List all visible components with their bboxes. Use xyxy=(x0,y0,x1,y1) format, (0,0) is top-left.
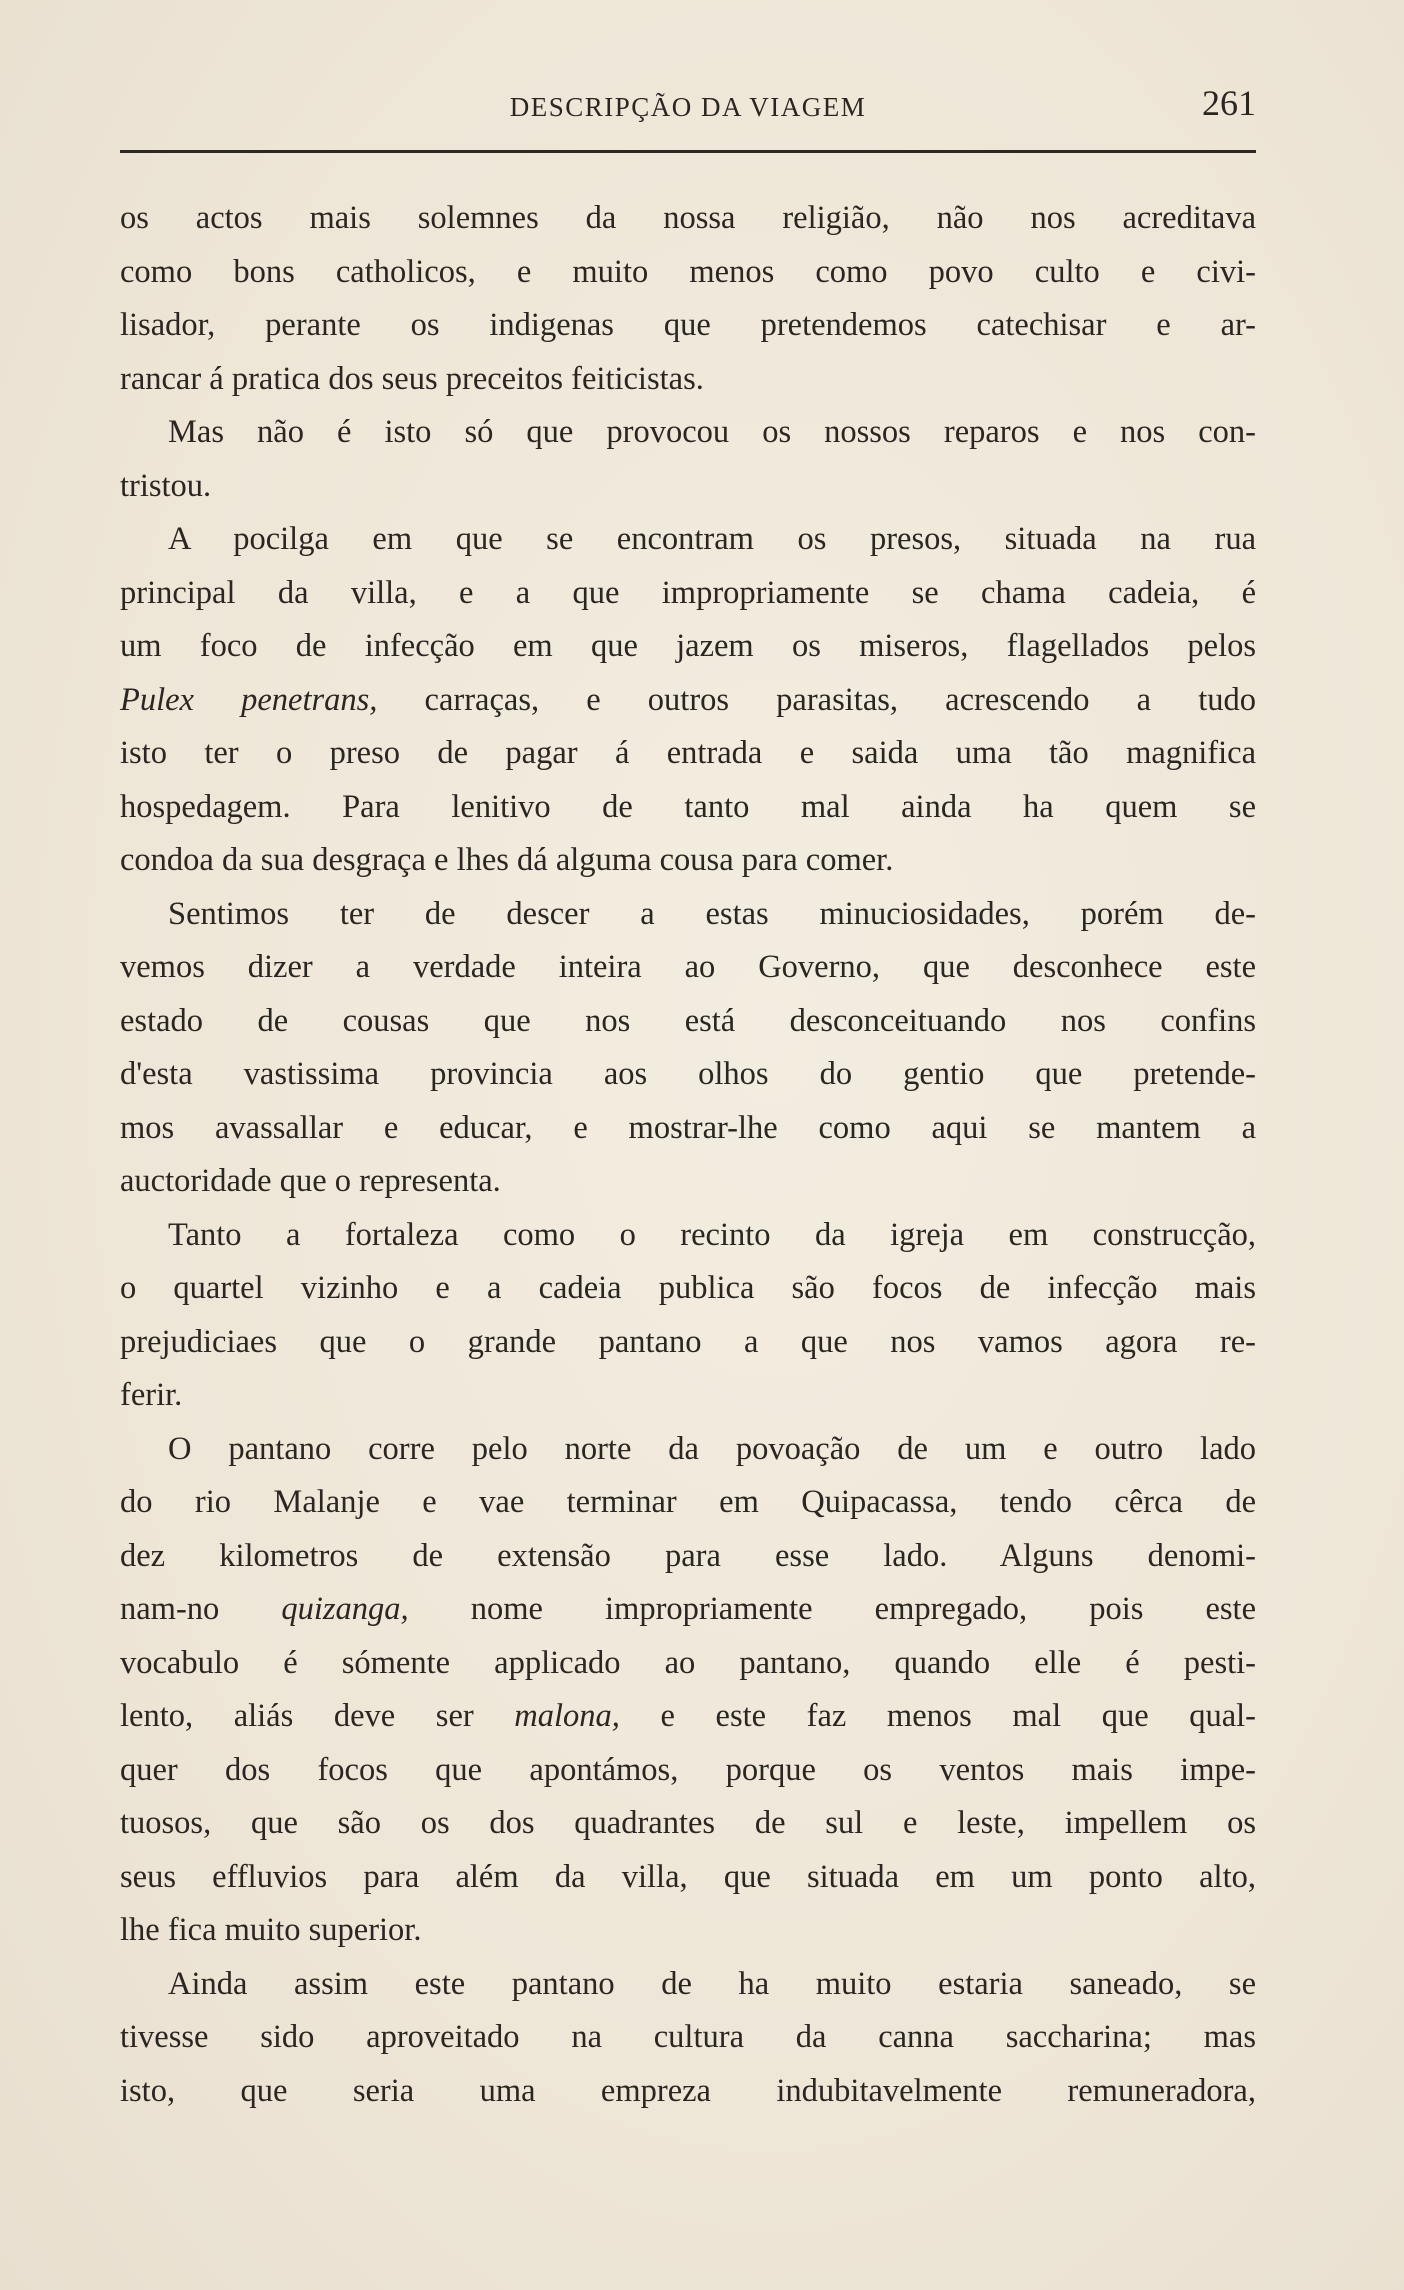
text-segment: vemos dizer a verdade inteira ao Governo, que desconhece este xyxy=(120,949,1256,985)
text-line xyxy=(120,1744,1256,1798)
text-line xyxy=(120,567,1256,621)
text-segment: principal da villa, e a que impropriamente se chama cadeia, é xyxy=(120,574,1256,611)
text-segment: quer dos focos que apontámos, porque os ventos mais impe- xyxy=(120,1751,1256,1788)
header-rule xyxy=(120,150,1256,153)
text-line xyxy=(120,1637,1256,1691)
text-segment: auctoridade que o representa. xyxy=(120,1163,501,1199)
text-segment: tristou. xyxy=(120,467,212,504)
text-segment: vocabulo é sómente applicado ao pantano, quando elle é pesti- xyxy=(120,1644,1256,1681)
text-segment: como bons catholicos, e muito menos como povo culto e civi- xyxy=(120,253,1256,290)
text-segment: tivesse sido aproveitado na cultura da canna saccharina; mas xyxy=(120,2019,1256,2055)
text-segment: Mas não é isto só que provocou os nossos reparos e nos con- xyxy=(168,414,1256,450)
text-segment: dez kilometros de extensão para esse lado. Alguns denomi- xyxy=(120,1537,1256,1574)
text-segment: lisador, perante os indigenas que pretendemos catechisar e ar- xyxy=(120,307,1256,343)
text-line xyxy=(120,2011,1256,2065)
text-line xyxy=(120,888,1256,942)
text-line xyxy=(120,192,1256,246)
text-line xyxy=(120,1262,1256,1316)
text-segment: condoa da sua desgraça e lhes dá alguma cousa para comer. xyxy=(120,842,894,878)
italic-term: quizanga, xyxy=(281,1591,409,1627)
text-line xyxy=(120,460,1256,514)
text-line xyxy=(120,246,1256,300)
text-segment: prejudiciaes que o grande pantano a que nos vamos agora re- xyxy=(120,1323,1256,1360)
text-line xyxy=(120,1369,1256,1423)
text-line xyxy=(120,513,1256,567)
text-segment: carraças, e outros parasitas, acrescendo a tudo xyxy=(377,681,1256,718)
text-segment: A pocilga em que se encontram os presos, situada na rua xyxy=(168,521,1256,557)
text-line xyxy=(120,2065,1256,2119)
text-line xyxy=(120,1423,1256,1477)
text-segment: Ainda assim este pantano de ha muito estaria saneado, se xyxy=(168,1965,1256,2002)
text-segment: isto ter o preso de pagar á entrada e saida uma tão magnifica xyxy=(120,735,1256,771)
text-line xyxy=(120,781,1256,835)
body-text xyxy=(120,192,1256,2118)
italic-term: Pulex penetrans, xyxy=(120,681,378,718)
text-segment: isto, que seria uma empreza indubitavelmente remuneradora, xyxy=(120,2072,1256,2109)
text-line xyxy=(120,1530,1256,1584)
page-number: 261 xyxy=(1202,83,1256,123)
text-line xyxy=(120,299,1256,353)
text-line xyxy=(120,1958,1256,2012)
text-segment: rancar á pratica dos seus preceitos feiticistas. xyxy=(120,360,704,397)
text-line xyxy=(120,1102,1256,1156)
text-line xyxy=(120,1797,1256,1851)
text-segment: nome impropriamente empregado, pois este xyxy=(408,1591,1257,1627)
text-line xyxy=(120,353,1256,407)
text-segment: estado de cousas que nos está desconceituando nos confins xyxy=(120,1002,1256,1039)
text-line xyxy=(120,620,1256,674)
text-line xyxy=(120,1851,1256,1905)
running-title: DESCRIPÇÃO DA VIAGEM xyxy=(509,92,867,122)
text-line xyxy=(120,1583,1256,1637)
text-line xyxy=(120,1476,1256,1530)
italic-term: malona, xyxy=(514,1698,620,1734)
text-segment: do rio Malanje e vae terminar em Quipacassa, tendo cêrca de xyxy=(120,1484,1256,1520)
text-segment: seus effluvios para além da villa, que situada em um ponto alto, xyxy=(120,1858,1256,1895)
text-line xyxy=(120,995,1256,1049)
text-line xyxy=(120,1690,1256,1744)
text-line xyxy=(120,941,1256,995)
text-segment: os actos mais solemnes da nossa religião, não nos acreditava xyxy=(120,200,1256,236)
text-line xyxy=(120,1155,1256,1209)
text-segment: lhe fica muito superior. xyxy=(120,1912,422,1948)
text-line xyxy=(120,1904,1256,1958)
text-segment: Tanto a fortaleza como o recinto da igreja em construcção, xyxy=(168,1216,1256,1253)
text-segment: ferir. xyxy=(120,1377,183,1413)
text-line xyxy=(120,674,1256,728)
text-segment: hospedagem. Para lenitivo de tanto mal ainda ha quem se xyxy=(120,788,1256,825)
text-segment: e este faz menos mal que qual- xyxy=(619,1698,1256,1734)
text-segment: lento, aliás deve ser xyxy=(120,1698,515,1734)
page-header xyxy=(120,82,1256,140)
text-segment: d'esta vastissima provincia aos olhos do gentio que pretende- xyxy=(120,1056,1256,1092)
text-segment: nam-no xyxy=(120,1591,282,1627)
text-segment: mos avassallar e educar, e mostrar-lhe como aqui se mantem a xyxy=(120,1109,1256,1146)
text-line xyxy=(120,1316,1256,1370)
text-line xyxy=(120,1209,1256,1263)
text-segment: um foco de infecção em que jazem os miseros, flagellados pelos xyxy=(120,628,1256,664)
text-segment: tuosos, que são os dos quadrantes de sul e leste, impellem os xyxy=(120,1805,1256,1841)
text-line xyxy=(120,834,1256,888)
text-segment: o quartel vizinho e a cadeia publica são focos de infecção mais xyxy=(120,1270,1256,1306)
text-line xyxy=(120,727,1256,781)
text-segment: O pantano corre pelo norte da povoação de um e outro lado xyxy=(168,1430,1256,1467)
text-segment: Sentimos ter de descer a estas minuciosidades, porém de- xyxy=(168,895,1256,932)
text-line xyxy=(120,1048,1256,1102)
text-line xyxy=(120,406,1256,460)
